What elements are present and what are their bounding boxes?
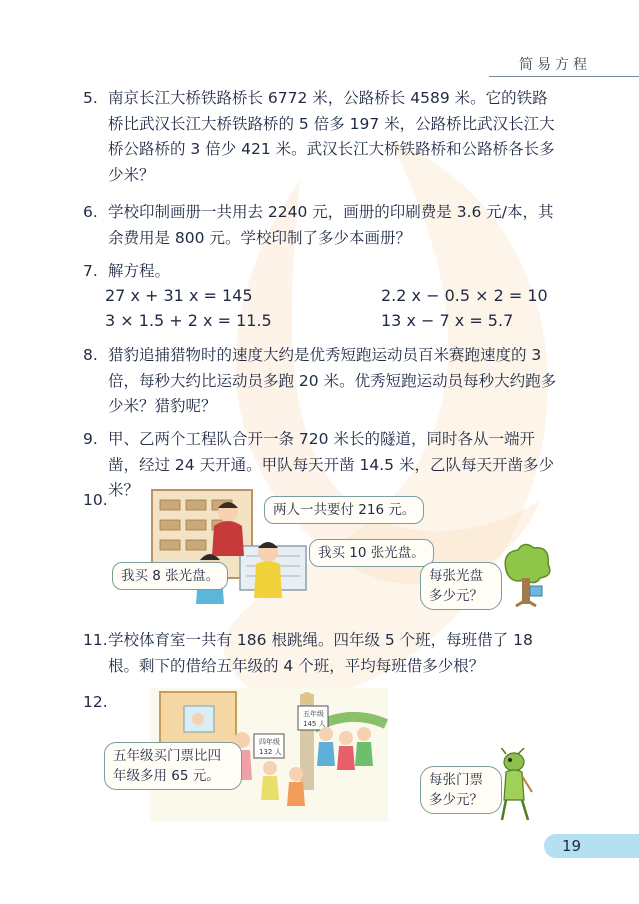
page-number: 19 (562, 837, 582, 855)
speech-bubble-buy-8: 我买 8 张光盘。 (112, 562, 228, 590)
problem-text: 南京长江大桥铁路桥长 6772 米，公路桥长 4589 米。它的铁路桥比武汉长江大桥铁路桥的 5 倍多 197 米，公路桥比武汉长江大桥公路桥的 3 倍少 421 米。武汉长江大桥铁路桥和公路桥各长多少米？ (108, 89, 555, 184)
equation-4: 13 x − 7 x = 5.7 (381, 311, 514, 330)
speech-bubble-question-ticket (420, 766, 502, 814)
equation-3: 3 × 1.5 + 2 x = 11.5 (105, 311, 272, 330)
sign-grade5-label: 五年级 (303, 710, 324, 718)
problem-text: 学校体育室一共有 186 根跳绳。四年级 5 个班，每班借了 18 根。剩下的借给五年级的 4 个班，平均每班借多少根？ (108, 631, 533, 675)
problem-number: 5. (83, 89, 98, 107)
problem-5 (83, 86, 560, 188)
sign-grade4-label: 四年级 (259, 738, 280, 746)
speech-bubble-ticket-difference (104, 742, 242, 790)
chapter-header (489, 50, 639, 77)
page-number-badge (544, 834, 639, 858)
speech-bubble-question-cd (420, 562, 502, 610)
problem-number: 8. (83, 346, 98, 364)
bubble-line: 每张光盘 (429, 568, 483, 584)
bubble-line: 多少元？ (429, 588, 483, 604)
bubble-line: 多少元？ (429, 792, 483, 808)
problem-text: 学校印制画册一共用去 2240 元，画册的印刷费是 3.6 元/本，其余费用是 800 元。学校印制了多少本画册？ (108, 203, 554, 247)
problem-number: 9. (83, 430, 98, 448)
speech-bubble-buy-10: 我买 10 张光盘。 (309, 539, 434, 567)
sign-grade4-count: 132 人 (259, 748, 282, 756)
problem-text: 猎豹追捕猎物时的速度大约是优秀短跑运动员百米赛跑速度的 3 倍，每秒大约比运动员多跑 20 米。优秀短跑运动员每秒大约跑多少米？猎豹呢？ (108, 346, 557, 415)
problem-number: 7. (83, 262, 98, 280)
equation-2: 2.2 x − 0.5 × 2 = 10 (381, 286, 548, 305)
problem-text: 解方程。 (108, 262, 171, 280)
problem-number: 10. (83, 491, 108, 509)
problem-number: 6. (83, 203, 98, 221)
bubble-line: 每张门票 (429, 772, 483, 788)
problem-6 (83, 200, 560, 251)
chapter-title: 简易方程 (519, 57, 591, 73)
bubble-line: 年级多用 65 元。 (113, 768, 220, 784)
speech-bubble-total-cost: 两人一共要付 216 元。 (264, 496, 424, 524)
problem-text: 甲、乙两个工程队合开一条 720 米长的隧道，同时各从一端开凿，经过 24 天开通。甲队每天开凿 14.5 米，乙队每天开凿多少米？ (108, 430, 554, 499)
bubble-line: 五年级买门票比四 (113, 748, 221, 764)
problem-number: 11. (83, 631, 108, 649)
problem-number: 12. (83, 693, 108, 711)
problem-7 (83, 259, 560, 285)
sign-grade5-count: 145 人 (303, 720, 326, 728)
tree-character-icon (496, 540, 556, 612)
equation-1: 27 x + 31 x = 145 (105, 286, 253, 305)
problem-11 (83, 628, 560, 679)
problem-8 (83, 343, 560, 420)
